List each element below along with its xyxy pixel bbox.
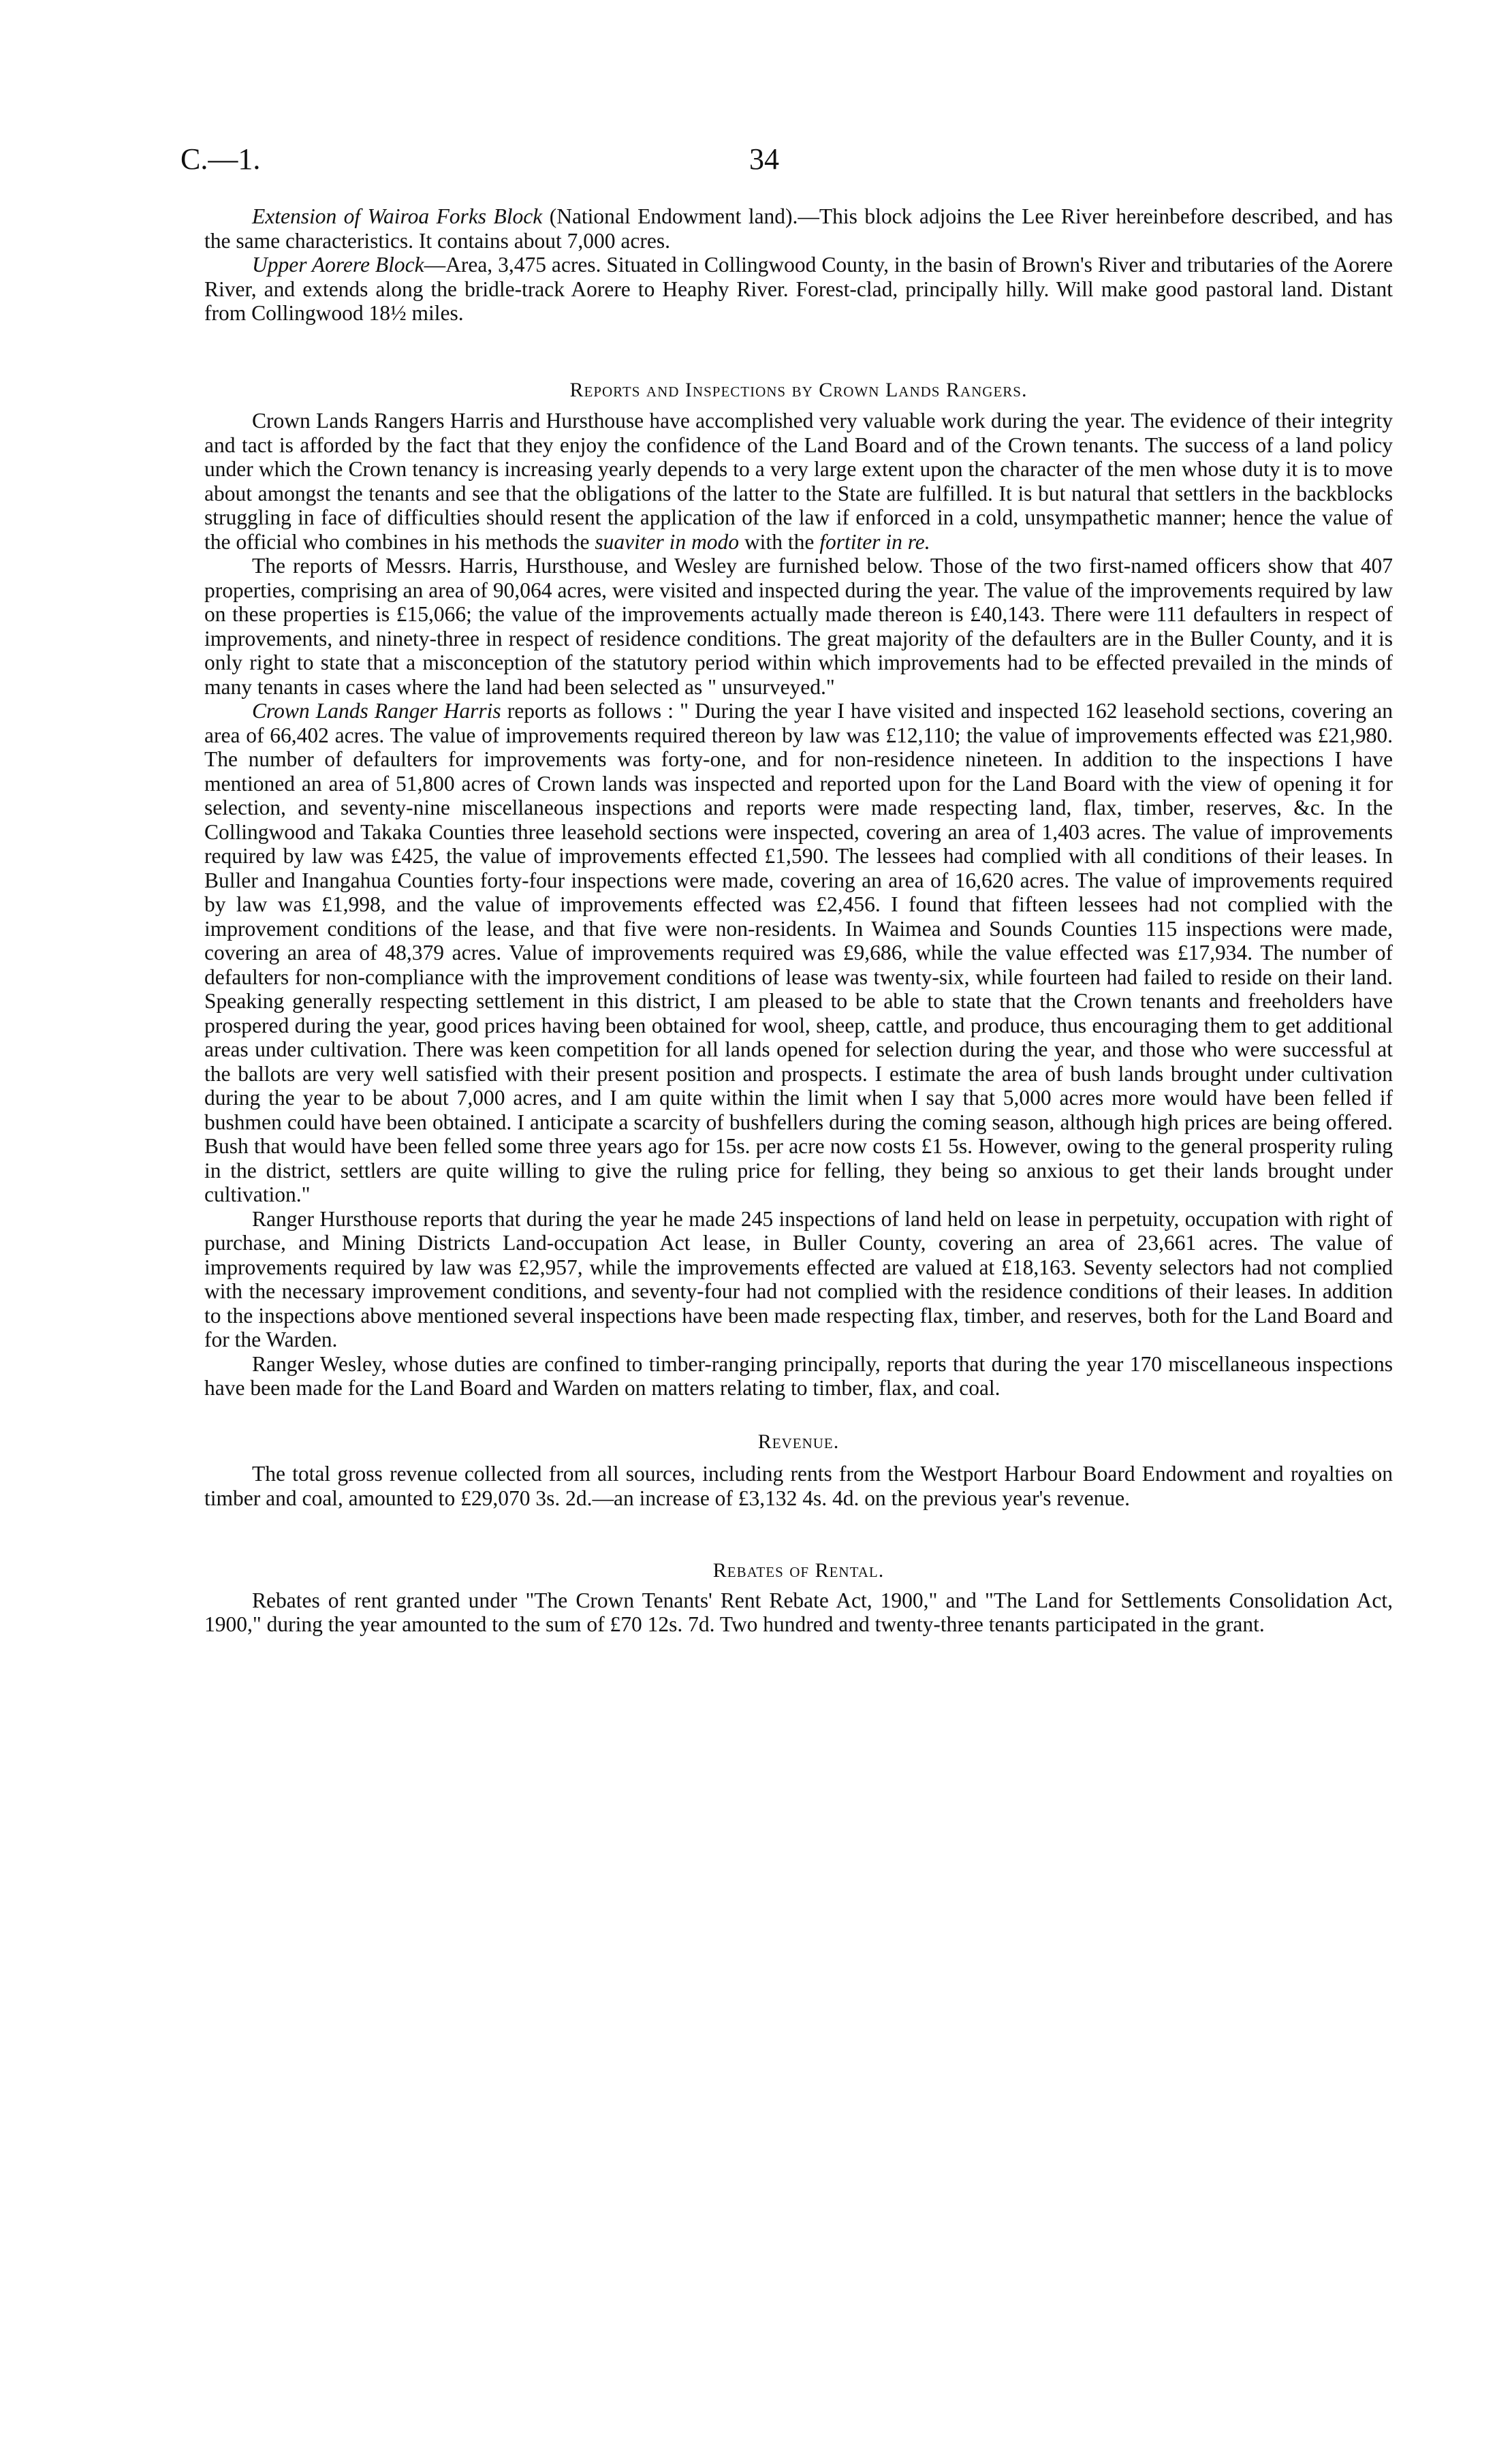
latin-phrase: fortiter in re. [819, 529, 930, 554]
paragraph-ranger-harris [204, 699, 1393, 1207]
paragraph-ranger-wesley: Ranger Wesley, whose duties are confined to timber-ranging principally, reports that during the year 170 miscellaneous inspections have been made for the Land Board and Warden on matters relating to timber, flax, and coal. [204, 1351, 1393, 1400]
paragraph-text: with the [739, 529, 820, 554]
block-description-aorere [204, 253, 1393, 326]
paragraph-text: reports as follows : " During the year I have visited and inspected 162 leasehold sections, covering an area of 66,402 acres. The value of improvements required thereon by law was £12,110; the value of improvements effected was £21,980. The number of defaulters for improvements was forty-one, and for non-residence nineteen. In addition to the inspections I have mentioned an area of 51,800 acres of Crown lands was inspected and reported upon for the Land Board with the view of opening it for selection, and seventy-nine miscellaneous inspections and reports were made respecting land, flax, timber, reserves, &c. In the Collingwood and Takaka Counties three leasehold sections were inspected, covering an area of 1,403 acres. The value of improvements required by law was £425, the value of improvements effected £1,590. The lessees had complied with all conditions of their leases. In Buller and Inangahua Counties forty-four inspections were made, covering an area of 16,620 acres. The value of improvements required by law was £1,998, and the value of improvements effected was £2,456. I found that fifteen lessees had not complied with the improvement conditions of the lease, and that five were non-residents. In Waimea and Sounds Counties 115 inspections were made, covering an area of 48,379 acres. Value of improvements required was £9,686, while the value effected was £17,934. The number of defaulters for non-compliance with the improvement conditions of lease was twenty-six, while fourteen had failed to reside on their land. Speaking generally respecting settlement in this district, I am pleased to be able to state that the Crown tenants and freeholders have prospered during the year, good prices having been obtained for wool, sheep, cattle, and produce, thus encouraging them to get additional areas under cultivation. There was keen competition for all lands opened for selection during the year, and those who were successful at the ballots are very well satisfied with their present position and prospects. I estimate the area of bush lands brought under cultivation during the year to be about 7,000 acres, and I am quite within the limit when I say that 5,000 acres more would have been felled if bushmen could have been obtained. I anticipate a scarcity of bushfellers during the coming season, although high prices are being offered. Bush that would have been felled some three years ago for 15s. per acre now costs £1 5s. However, owing to the general prosperity ruling in the district, settlers are quite willing to give the ruling price for felling, they being so anxious to get their lands brought under cultivation." [204, 699, 1393, 1206]
block-name: Extension of Wairoa Forks Block [252, 204, 543, 228]
latin-phrase: suaviter in modo [595, 529, 740, 554]
block-text: —Area, 3,475 acres. Situated in Collingwood County, in the basin of Brown's River and tributaries of the Aorere River, and extends along the bridle-track Aorere to Heaphy River. Forest-clad, principally hilly. Will make good pastoral land. Distant from Collingwood 18½ miles. [204, 253, 1393, 325]
section-heading-reports: Reports and Inspections by Crown Lands Rangers. [569, 378, 1028, 401]
block-description-wairoa [204, 204, 1393, 253]
paragraph-ranger-hursthouse: Ranger Hursthouse reports that during the year he made 245 inspections of land held on lease in perpetuity, occupation with right of purchase, and Mining Districts Land-occupation Act lease, in Buller County, covering an area of 23,661 acres. The value of improvements required by law was £2,957, while the improvements effected are valued at £18,163. Seventy selectors had not complied with the necessary improvement conditions, and seventy-four had not complied with the residence conditions of their leases. In addition to the inspections above mentioned several inspections have been made respecting flax, timber, and reserves, both for the Land Board and for the Warden. [204, 1206, 1393, 1351]
paragraph-rebates: Rebates of rent granted under "The Crown Tenants' Rent Rebate Act, 1900," and "The Land for Settlements Consolidation Act, 1900," during the year amounted to the sum of £70 12s. 7d. Two hundred and twenty-three tenants participated in the grant. [204, 1588, 1393, 1636]
paragraph-text: Crown Lands Rangers Harris and Hursthouse have accomplished very valuable work during the year. The evidence of their integrity and tact is afforded by the fact that they enjoy the confidence of the Land Board and of the Crown tenants. The success of a land policy under which the Crown tenancy is increasing yearly depends to a very large extent upon the character of the men whose duty it is to move about amongst the tenants and see that the obligations of the latter to the State are fulfilled. It is but natural that settlers in the backblocks struggling in face of difficulties should resent the application of the law if enforced in a cold, unsympathetic manner; hence the value of the official who combines in his methods the [204, 409, 1393, 554]
paragraph-revenue: The total gross revenue collected from all sources, including rents from the Westport Harbour Board Endowment and royalties on timber and coal, amounted to £29,070 3s. 2d.—an increase of £3,132 4s. 4d. on the previous year's revenue. [204, 1462, 1393, 1510]
block-name: Upper Aorere Block [252, 253, 424, 277]
section-reference: C.—1. [180, 142, 261, 176]
page-body [204, 204, 1393, 1637]
block-text: (National Endowment land).—This block adjoins the Lee River hereinbefore described, and has the same characteristics. It contains about 7,000 acres. [204, 204, 1393, 253]
section-heading-revenue: Revenue. [757, 1430, 840, 1453]
section-heading-rebates: Rebates of Rental. [712, 1559, 885, 1582]
ranger-name: Crown Lands Ranger Harris [252, 699, 501, 723]
paragraph-reports-summary: The reports of Messrs. Harris, Hursthouse, and Wesley are furnished below. Those of the two first-named officers show that 407 properties, comprising an area of 90,064 acres, were visited and inspected during the year. The value of the improvements required by law on these properties is £15,066; the value of the improvements actually made thereon is £40,143. There were 111 defaulters in respect of improvements, and ninety-three in respect of residence conditions. The great majority of the defaulters are in the Buller County, and it is only right to state that a misconception of the statutory period within which improvements had to be effected prevailed in the minds of many tenants in cases where the land had been selected as " unsurveyed." [204, 554, 1393, 699]
page-header [180, 142, 1393, 183]
page-number: 34 [749, 142, 779, 176]
paragraph-rangers-intro [204, 409, 1393, 554]
